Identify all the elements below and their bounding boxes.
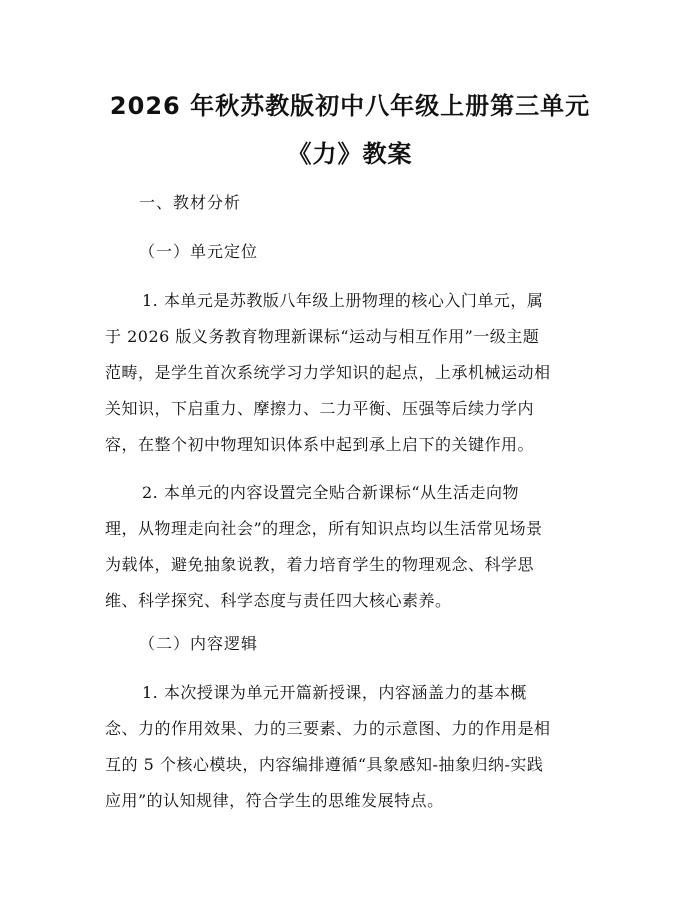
paragraph-3-line: 1. 本次授课为单元开篇新授课，内容涵盖力的基本概 (142, 683, 527, 702)
paragraph-1-line: 范畴，是学生首次系统学习力学知识的起点，上承机械运动相 (105, 363, 551, 382)
paragraph-3-line: 应用”的认知规律，符合学生的思维发展特点。 (105, 791, 444, 810)
paragraph-2-line: 维、科学探究、科学态度与责任四大核心素养。 (105, 591, 452, 610)
document-title-line-1: 2026 年秋苏教版初中八年级上册第三单元 (109, 92, 591, 120)
paragraph-1-line: 容，在整个初中物理知识体系中起到承上启下的关键作用。 (105, 435, 535, 454)
subsection-heading-content-logic: （二）内容逻辑 (139, 634, 259, 653)
paragraph-1-line: 于 2026 版义务教育物理新课标“运动与相互作用”一级主题 (105, 327, 540, 346)
paragraph-3-line: 念、力的作用效果、力的三要素、力的示意图、力的作用是相 (105, 719, 551, 738)
subsection-heading-unit-positioning: （一）单元定位 (139, 242, 259, 261)
paragraph-1-line: 1. 本单元是苏教版八年级上册物理的核心入门单元，属 (142, 291, 544, 310)
section-heading-textbook-analysis: 一、教材分析 (139, 193, 242, 212)
paragraph-2-line: 2. 本单元的内容设置完全贴合新课标“从生活走向物 (142, 483, 520, 502)
paragraph-3-line: 互的 5 个核心模块，内容编排遵循“具象感知-抽象归纳-实践 (105, 755, 544, 774)
paragraph-2-line: 为载体，避免抽象说教，着力培育学生的物理观念、科学思 (105, 555, 535, 574)
paragraph-1-line: 关知识，下启重力、摩擦力、二力平衡、压强等后续力学内 (105, 399, 535, 418)
paragraph-2-line: 理，从物理走向社会”的理念，所有知识点均以生活常见场景 (105, 519, 543, 538)
document-title-line-2: 《力》教案 (287, 140, 413, 168)
